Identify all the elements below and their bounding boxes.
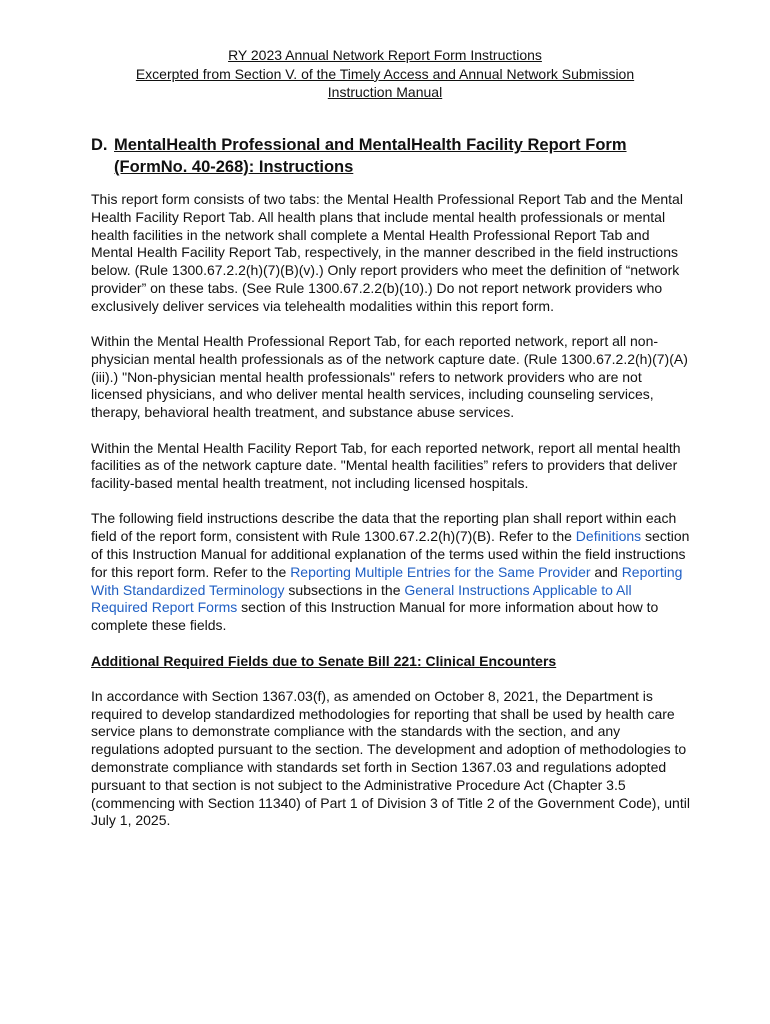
- text-segment: section of this Instruction Manual for more information about how to complete these fields.: [91, 599, 659, 634]
- paragraph-field-instructions: [91, 510, 691, 635]
- text-segment: The following field instructions describe the data that the reporting plan shall report within each field of the report form, consistent with Rule 1300.67.2.2(h)(7)(B). Refer to the: [91, 510, 677, 545]
- subheading-sb221: Additional Required Fields due to Senate Bill 221: Clinical Encounters: [91, 652, 557, 669]
- header-line-3: Instruction Manual: [327, 84, 443, 100]
- paragraph-section-1367: In accordance with Section 1367.03(f), as amended on October 8, 2021, the Department is required to develop standardized methodologies for reporting that shall be used by health care service plans to demonstrate compliance with the standards with the section, and any regulations adopted pursuant to the section. The development and adoption of methodologies to demonstrate compliance with standards set forth in Section 1367.03 and regulations adopted pursuant to that section is not subject to the Administrative Procedure Act (Chapter 3.5 (commencing with Section 11340) of Part 1 of Division 3 of Title 2 of the Government Code), until July 1, 2025.: [91, 687, 690, 829]
- section-title: [91, 134, 691, 178]
- standardized-terminology-link[interactable]: Reporting With Standardized Terminology: [91, 563, 683, 598]
- text-segment: and: [590, 563, 622, 580]
- text-segment: subsections in the: [284, 581, 405, 598]
- header-line-1: RY 2023 Annual Network Report Form Instructions: [228, 47, 542, 63]
- paragraph-professional-tab: Within the Mental Health Professional Report Tab, for each reported network, report all non-physician mental health professionals as of the network capture date. (Rule 1300.67.2.2(h)(7)(A)(iii).) "Non-physician mental health professionals" refers to network providers who are not licensed physicians, and who deliver mental health services, including counseling services, therapy, behavioral health treatment, and substance abuse services.: [91, 333, 688, 421]
- definitions-link[interactable]: Definitions: [575, 528, 642, 545]
- paragraph-facility-tab: Within the Mental Health Facility Report Tab, for each reported network, report all mental health facilities as of the network capture date. "Mental health facilities” refers to providers that deliver facility-based mental health treatment, not including licensed hospitals.: [91, 439, 681, 492]
- section-title-text: MentalHealth Professional and MentalHealth Facility Report Form (FormNo. 40-268): Instructions: [114, 136, 627, 176]
- reporting-multiple-entries-link[interactable]: Reporting Multiple Entries for the Same Provider: [290, 563, 591, 580]
- document-header: [0, 46, 770, 102]
- general-instructions-link[interactable]: General Instructions Applicable to All Required Report Forms: [91, 581, 632, 616]
- text-segment: section of this Instruction Manual for additional explanation of the terms used within the field instructions for this report form. Refer to the: [91, 528, 690, 580]
- document-body: [91, 191, 691, 848]
- paragraph-intro: This report form consists of two tabs: the Mental Health Professional Report Tab and the Mental Health Facility Report Tab. All health plans that include mental health professionals or mental health facilities in the network shall complete a Mental Health Professional Report Tab and Mental Health Facility Report Tab, respectively, in the manner described in the field instructions below. (Rule 1300.67.2.2(h)(7)(B)(v).) Only report providers who meet the definition of “network provider” on these tabs. (See Rule 1300.67.2.2(b)(10).) Do not report network providers who exclusively deliver services via telehealth modalities within this report form.: [91, 191, 683, 314]
- header-line-2: Excerpted from Section V. of the Timely Access and Annual Network Submission: [135, 65, 635, 82]
- section-letter: D.: [91, 136, 108, 154]
